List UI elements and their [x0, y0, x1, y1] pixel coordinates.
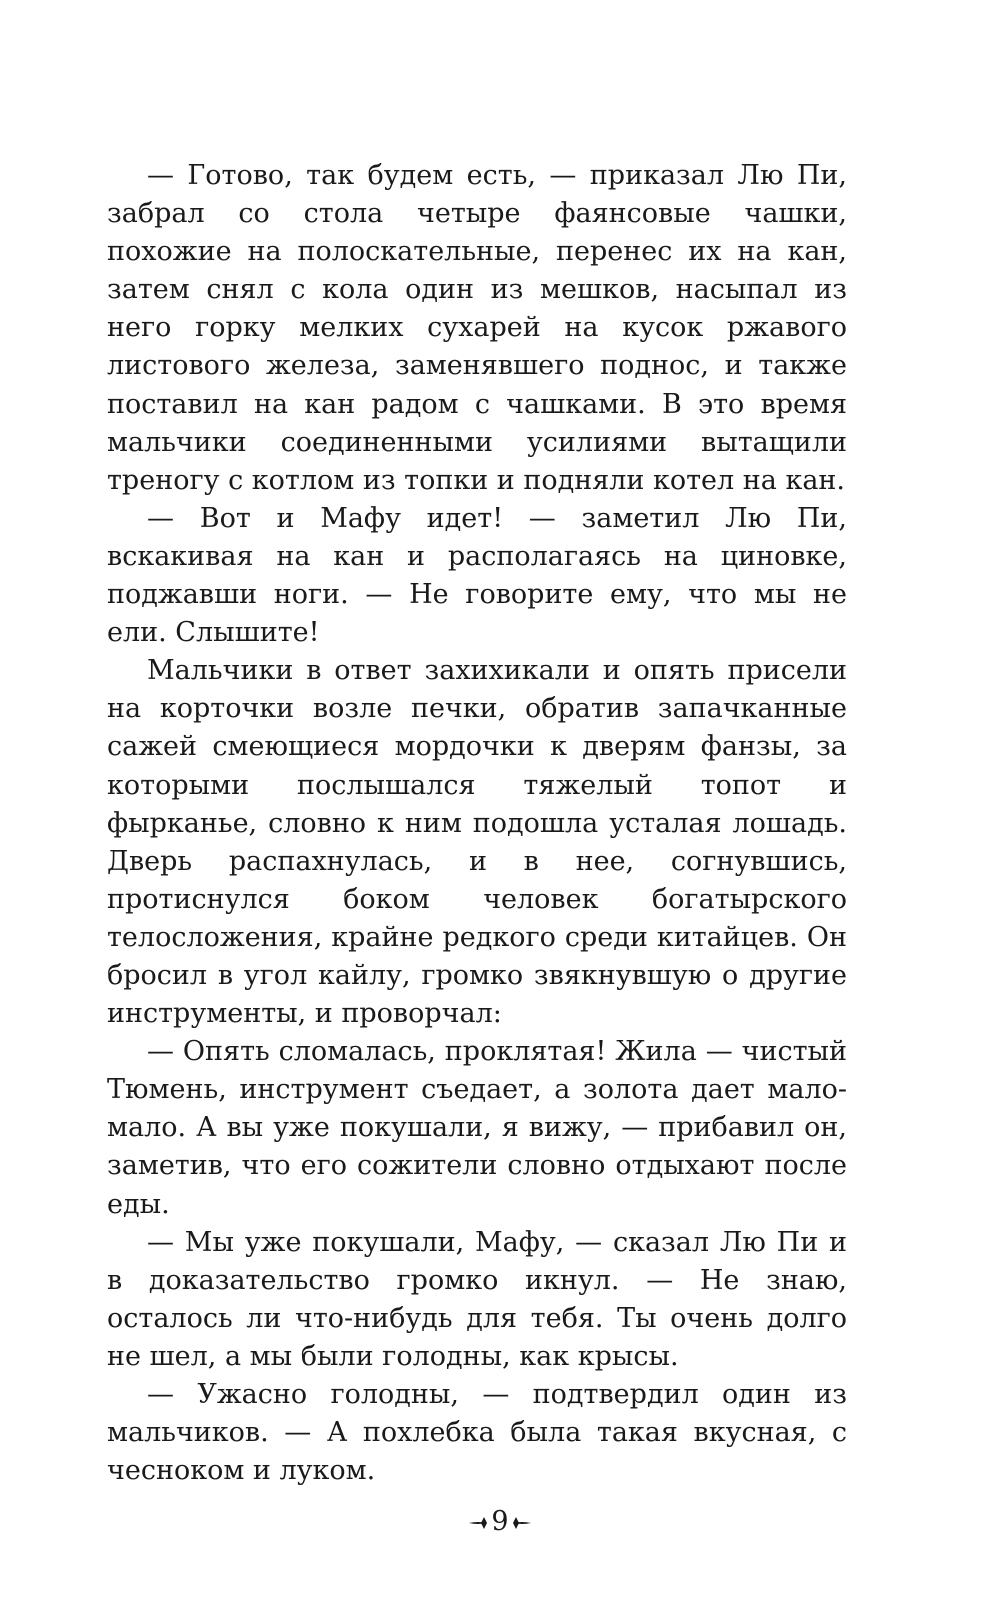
diamond-ornament-icon: [467, 1506, 489, 1538]
page-number: 9: [491, 1506, 509, 1537]
paragraph: — Опять сломалась, проклятая! Жила — чистый Тюмень, инструмент съедает, а золота дает мало-мало. А вы уже покушали, я вижу, — прибавил он, заметив, что его сожители словно отдыхают после еды.: [107, 1036, 847, 1220]
body-text: [107, 157, 847, 1490]
diamond-ornament-icon: [511, 1506, 533, 1538]
paragraph: Мальчики в ответ захихикали и опять присели на корточки возле печки, обратив запачканные сажей смеющиеся мордочки к дверям фанзы, за которыми послышался тяжелый топот и фырканье, словно к ним подошла усталая лошадь. Дверь распахнулась, и в нее, согнувшись, протиснулся боком человек богатырского телосложения, крайне редкого среди китайцев. Он бросил в угол кайлу, громко звякнувшую о другие инструменты, и проворчал:: [107, 655, 847, 1030]
paragraph: — Ужасно голодны, — подтвердил один из мальчиков. — А похлебка была такая вкусная, с чесноком и луком.: [107, 1379, 847, 1487]
page-number-footer: [0, 1506, 1000, 1538]
paragraph: — Вот и Мафу идет! — заметил Лю Пи, вскакивая на кан и располагаясь на циновке, поджавши ноги. — Не говорите ему, что мы не ели. Слышите!: [107, 502, 847, 649]
paragraph: — Готово, так будем есть, — приказал Лю Пи, забрал со стола четыре фаянсовые чашки, похожие на полоскательные, перенес их на кан, затем снял с кола один из мешков, насыпал из него горку мелких сухарей на кусок ржавого листового железа, заменявшего поднос, и также поставил на кан радом с чашками. В это время мальчики соединенными усилиями вытащили треногу с котлом из топки и подняли котел на кан.: [107, 160, 847, 496]
paragraph: — Мы уже покушали, Мафу, — сказал Лю Пи и в доказательство громко икнул. — Не знаю, осталось ли что-нибудь для тебя. Ты очень долго не шел, а мы были голодны, как крысы.: [107, 1226, 847, 1372]
